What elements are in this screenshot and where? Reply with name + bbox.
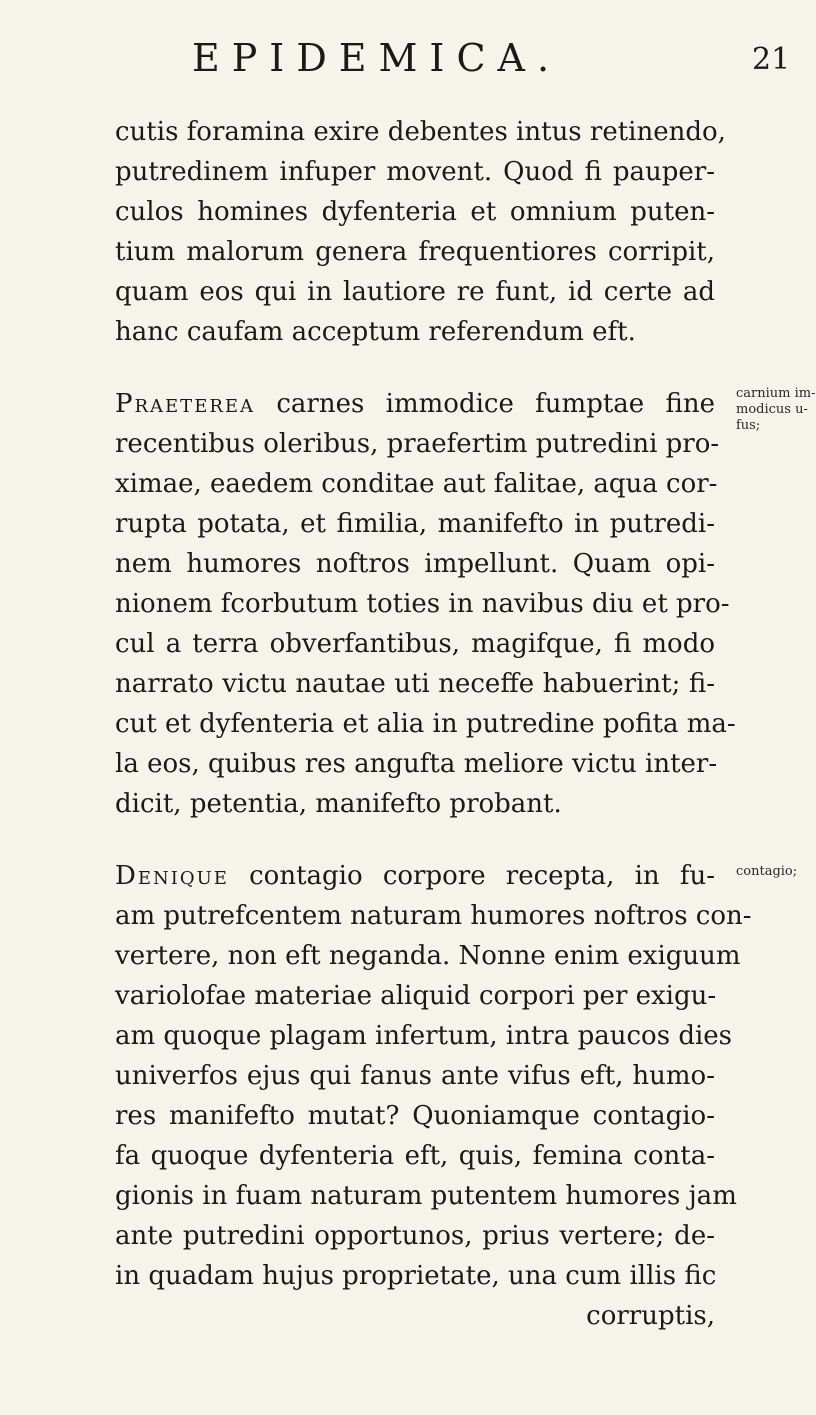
page-header [0, 36, 800, 96]
text-line: ante putredini opportunos, prius vertere; de- [115, 1221, 715, 1251]
margin-note-contagio: contagio; [736, 864, 798, 879]
text-line: quam eos qui in lautiore re funt, id certe ad [115, 277, 715, 307]
initial-word: Praeterea [115, 389, 256, 419]
line-rest: contagio corpore recepta, in fu- [228, 861, 715, 891]
paragraph-2 [115, 384, 736, 824]
text-line [115, 856, 715, 896]
text-line [115, 384, 715, 424]
text-line: cul a terra obverfantibus, magifque, fi modo [115, 629, 715, 659]
text-line: la eos, quibus res angufta meliore victu inter- [115, 749, 718, 779]
text-line: gionis in fuam naturam putentem humores jam [115, 1181, 737, 1211]
text-line: am putrefcentem naturam humores noftros con- [115, 901, 752, 931]
margin-note-line: carnium im- [736, 386, 816, 401]
line-rest: carnes immodice fumptae fine [255, 389, 715, 419]
paragraph-3 [115, 856, 752, 1336]
text-line: tium malorum genera frequentiores corripit, [115, 237, 715, 267]
text-line: recentibus oleribus, praefertim putredini pro- [115, 429, 720, 459]
text-line: res manifefto mutat? Quoniamque contagio- [115, 1101, 715, 1131]
text-line: vertere, non eft neganda. Nonne enim exiguum [115, 941, 741, 971]
initial-word: Denique [115, 861, 229, 891]
text-line: putredinem infuper movent. Quod fi pauper- [115, 157, 715, 187]
text-line: cut et dyfenteria et alia in putredine pofita ma- [115, 709, 736, 739]
text-line: cutis foramina exire debentes intus retinendo, [115, 117, 726, 147]
text-line: nionem fcorbutum toties in navibus diu et pro- [115, 589, 730, 619]
text-line: fa quoque dyfenteria eft, quis, femina conta- [115, 1141, 715, 1171]
text-line: univerfos ejus qui fanus ante vifus eft, humo- [115, 1061, 715, 1091]
text-line: hanc caufam acceptum referendum eft. [115, 317, 636, 347]
page-number: 21 [752, 42, 791, 77]
margin-note-line: modicus u- [736, 402, 808, 417]
margin-note-carnium [736, 386, 816, 434]
text-line: variolofae materiae aliquid corpori per exigu- [115, 981, 717, 1011]
paragraph-1 [115, 112, 726, 352]
body-text [115, 112, 752, 1336]
margin-note-line: fus; [736, 418, 761, 433]
text-line: in quadam hujus proprietate, una cum illis fic [115, 1261, 717, 1291]
text-line: culos homines dyfenteria et omnium puten- [115, 197, 715, 227]
running-title: EPIDEMICA. [192, 36, 562, 80]
text-line: ximae, eaedem conditae aut falitae, aqua cor- [115, 469, 718, 499]
text-line: am quoque plagam infertum, intra paucos dies [115, 1021, 733, 1051]
text-line: nem humores noftros impellunt. Quam opi- [115, 549, 715, 579]
text-line: dicit, petentia, manifefto probant. [115, 789, 562, 819]
catchword: corruptis, [586, 1301, 715, 1331]
text-line: narrato victu nautae uti neceffe habuerint; fi- [115, 669, 715, 699]
text-line: rupta potata, et fimilia, manifefto in putredi- [115, 509, 715, 539]
